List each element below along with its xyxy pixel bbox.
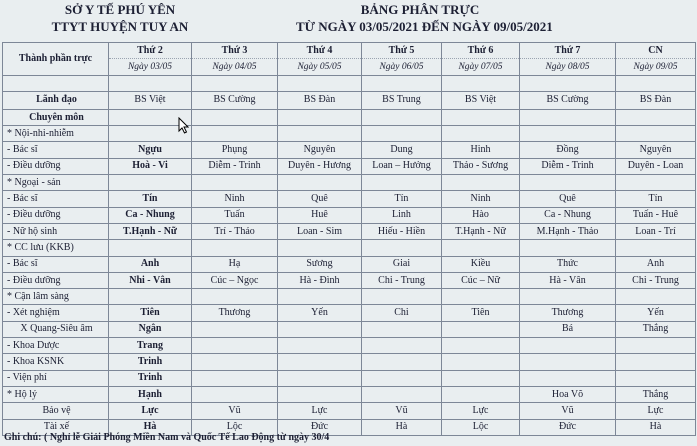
duty-cell — [278, 109, 362, 125]
duty-cell: Tín — [109, 191, 192, 207]
duty-cell: Hiếu - Hiền — [362, 223, 442, 239]
duty-cell: Duyên - Hương — [278, 158, 362, 174]
duty-cell: Hạ — [192, 256, 278, 272]
row-label: * Hộ lý — [3, 386, 109, 402]
schedule-row — [3, 126, 696, 142]
duty-cell: Nhi - Vân — [109, 272, 192, 288]
org-name-line2: TTYT HUYỆN TUY AN — [51, 19, 189, 34]
duty-cell: Thảo - Sương — [442, 158, 520, 174]
duty-cell — [362, 240, 442, 256]
duty-cell — [278, 175, 362, 191]
duty-cell — [442, 75, 520, 91]
row-label: Tài xế — [3, 419, 109, 435]
duty-cell — [520, 370, 616, 386]
mouse-pointer-icon — [178, 117, 189, 139]
duty-cell — [192, 175, 278, 191]
duty-cell — [362, 386, 442, 402]
row-label: X Quang-Siêu âm — [3, 321, 109, 337]
row-label: * Cận lâm sàng — [3, 289, 109, 305]
duty-cell: Huê — [278, 207, 362, 223]
duty-cell: Diễm - Trinh — [192, 158, 278, 174]
duty-cell — [278, 370, 362, 386]
document-title: BẢNG PHÂN TRỰC — [360, 2, 480, 17]
duty-cell: Lộc — [442, 419, 520, 435]
date-header: Ngày 09/05 — [616, 59, 696, 75]
duty-cell: Thắng — [616, 386, 696, 402]
duty-cell — [192, 321, 278, 337]
duty-cell: Tín — [362, 191, 442, 207]
duty-cell: Duyên - Loan — [616, 158, 696, 174]
duty-cell: Hạnh — [109, 386, 192, 402]
duty-cell — [442, 289, 520, 305]
duty-cell — [362, 338, 442, 354]
duty-cell — [192, 354, 278, 370]
duty-cell — [616, 126, 696, 142]
row-label: - Bác sĩ — [3, 256, 109, 272]
duty-cell — [278, 75, 362, 91]
duty-cell — [442, 240, 520, 256]
schedule-row — [3, 109, 696, 125]
duty-cell: Loan - Sim — [278, 223, 362, 239]
duty-cell: BS Đàn — [278, 91, 362, 109]
schedule-row — [3, 289, 696, 305]
duty-cell — [616, 109, 696, 125]
duty-cell: BS Việt — [109, 91, 192, 109]
schedule-row — [3, 403, 696, 419]
duty-cell — [192, 75, 278, 91]
day-header: CN — [616, 43, 696, 59]
duty-cell: Loan – Hưởng — [362, 158, 442, 174]
duty-cell: Ngựu — [109, 142, 192, 158]
duty-cell: Đồng — [520, 142, 616, 158]
duty-cell — [442, 338, 520, 354]
duty-cell — [442, 321, 520, 337]
day-header: Thứ 2 — [109, 43, 192, 59]
duty-cell: Dung — [362, 142, 442, 158]
schedule-row — [3, 305, 696, 321]
duty-cell: Tiên — [109, 305, 192, 321]
duty-cell: BS Đàn — [616, 91, 696, 109]
row-label — [3, 75, 109, 91]
duty-cell: Trí - Thảo — [192, 223, 278, 239]
duty-cell — [520, 175, 616, 191]
schedule-row — [3, 158, 696, 174]
footnote: Ghi chú: ( Nghỉ lễ Giải Phóng Miền Nam và Quốc Tế Lao Động từ ngày 30/4 — [4, 432, 330, 443]
duty-cell: Diễm - Trinh — [520, 158, 616, 174]
duty-cell: Chi - Trung — [616, 272, 696, 288]
duty-cell: BS Trung — [362, 91, 442, 109]
document-header — [0, 0, 697, 40]
day-header: Thứ 3 — [192, 43, 278, 59]
duty-cell: Vũ — [192, 403, 278, 419]
duty-cell — [520, 109, 616, 125]
date-header: Ngày 08/05 — [520, 59, 616, 75]
duty-cell — [616, 75, 696, 91]
row-label: * CC lưu (KKB) — [3, 240, 109, 256]
duty-cell — [278, 354, 362, 370]
duty-cell — [192, 289, 278, 305]
duty-cell: Trinh — [109, 370, 192, 386]
duty-cell: Quê — [520, 191, 616, 207]
duty-schedule-table — [2, 42, 696, 436]
schedule-row — [3, 175, 696, 191]
day-header: Thứ 5 — [362, 43, 442, 59]
duty-cell — [278, 289, 362, 305]
duty-cell: Trinh — [109, 354, 192, 370]
duty-cell: Tiên — [442, 305, 520, 321]
row-label: - Khoa KSNK — [3, 354, 109, 370]
duty-cell — [362, 289, 442, 305]
duty-cell: Loan - Trí — [616, 223, 696, 239]
duty-cell — [442, 370, 520, 386]
date-header: Ngày 04/05 — [192, 59, 278, 75]
duty-cell — [616, 338, 696, 354]
row-label: - Khoa Dược — [3, 338, 109, 354]
duty-cell: Sương — [278, 256, 362, 272]
schedule-row — [3, 338, 696, 354]
duty-cell: Ca - Nhung — [109, 207, 192, 223]
duty-cell: Hà — [616, 419, 696, 435]
duty-cell — [520, 240, 616, 256]
date-header: Ngày 03/05 — [109, 59, 192, 75]
duty-cell — [362, 321, 442, 337]
schedule-row — [3, 223, 696, 239]
duty-cell — [192, 386, 278, 402]
duty-cell: Lực — [616, 403, 696, 419]
duty-cell — [616, 240, 696, 256]
schedule-row — [3, 240, 696, 256]
row-label: - Bác sĩ — [3, 191, 109, 207]
duty-cell: Tuấn - Huê — [616, 207, 696, 223]
duty-cell — [520, 354, 616, 370]
duty-cell: Hoa Võ — [520, 386, 616, 402]
row-label: Lãnh đạo — [3, 91, 109, 109]
duty-cell — [192, 240, 278, 256]
duty-cell — [192, 370, 278, 386]
org-name-line1: SỞ Y TẾ PHÚ YÊN — [64, 2, 176, 17]
duty-cell — [278, 240, 362, 256]
duty-cell: Thức — [520, 256, 616, 272]
duty-cell: Ca - Nhung — [520, 207, 616, 223]
duty-cell: Thương — [192, 305, 278, 321]
duty-cell: Nguyên — [616, 142, 696, 158]
duty-cell — [109, 240, 192, 256]
document-date-range: TỪ NGÀY 03/05/2021 ĐẾN NGÀY 09/05/2021 — [296, 19, 553, 34]
duty-cell: T.Hạnh - Nữ — [442, 223, 520, 239]
schedule-row — [3, 321, 696, 337]
schedule-row — [3, 75, 696, 91]
duty-cell — [442, 354, 520, 370]
schedule-row — [3, 142, 696, 158]
duty-cell: Chi — [362, 305, 442, 321]
duty-cell: Đức — [520, 419, 616, 435]
duty-cell — [362, 75, 442, 91]
duty-cell: Lực — [442, 403, 520, 419]
duty-cell: Kiều — [442, 256, 520, 272]
duty-cell: Yến — [616, 305, 696, 321]
duty-cell: Lực — [109, 403, 192, 419]
schedule-row — [3, 91, 696, 109]
duty-cell: Lộc — [192, 419, 278, 435]
duty-cell — [520, 289, 616, 305]
duty-cell: Giai — [362, 256, 442, 272]
duty-cell: Ninh — [192, 191, 278, 207]
duty-cell: Đức — [278, 419, 362, 435]
duty-cell — [362, 175, 442, 191]
duty-cell — [278, 386, 362, 402]
row-label: - Điều dưỡng — [3, 207, 109, 223]
day-header: Thứ 4 — [278, 43, 362, 59]
row-label: - Viện phí — [3, 370, 109, 386]
row-label: - Điều dưỡng — [3, 272, 109, 288]
duty-cell: Ngân — [109, 321, 192, 337]
duty-cell: Cúc – Nữ — [442, 272, 520, 288]
duty-cell: Trang — [109, 338, 192, 354]
duty-cell: BS Cường — [192, 91, 278, 109]
duty-cell — [109, 175, 192, 191]
duty-cell — [278, 126, 362, 142]
duty-cell: Hà — [109, 419, 192, 435]
duty-cell — [616, 354, 696, 370]
duty-cell — [616, 175, 696, 191]
duty-cell: Chi - Trung — [362, 272, 442, 288]
duty-cell: Hào — [442, 207, 520, 223]
duty-cell — [109, 289, 192, 305]
duty-cell: Anh — [616, 256, 696, 272]
duty-cell — [192, 126, 278, 142]
row-label: - Xét nghiệm — [3, 305, 109, 321]
date-header: Ngày 07/05 — [442, 59, 520, 75]
date-header: Ngày 06/05 — [362, 59, 442, 75]
duty-cell: Linh — [362, 207, 442, 223]
schedule-row — [3, 386, 696, 402]
duty-cell: Anh — [109, 256, 192, 272]
duty-cell — [616, 370, 696, 386]
duty-cell: M.Hạnh - Thảo — [520, 223, 616, 239]
duty-cell: Ninh — [442, 191, 520, 207]
duty-cell — [362, 354, 442, 370]
duty-cell: T.Hạnh - Nữ — [109, 223, 192, 239]
duty-cell: Tuấn — [192, 207, 278, 223]
duty-cell: Yến — [278, 305, 362, 321]
duty-cell: Thắng — [616, 321, 696, 337]
duty-cell: Vũ — [520, 403, 616, 419]
duty-cell: Hinh — [442, 142, 520, 158]
schedule-row — [3, 370, 696, 386]
duty-cell — [362, 126, 442, 142]
day-header: Thứ 7 — [520, 43, 616, 59]
duty-cell: Bá — [520, 321, 616, 337]
date-header: Ngày 05/05 — [278, 59, 362, 75]
duty-cell — [278, 321, 362, 337]
schedule-body — [3, 75, 696, 435]
row-label: - Điều dưỡng — [3, 158, 109, 174]
duty-cell — [109, 75, 192, 91]
duty-cell: Phụng — [192, 142, 278, 158]
schedule-row — [3, 354, 696, 370]
duty-cell: Nguyên — [278, 142, 362, 158]
row-label: * Nội-nhi-nhiễm — [3, 126, 109, 142]
duty-cell: Vũ — [362, 403, 442, 419]
schedule-row — [3, 256, 696, 272]
duty-cell — [520, 126, 616, 142]
duty-cell: Quê — [278, 191, 362, 207]
duty-cell: BS Việt — [442, 91, 520, 109]
duty-cell — [192, 338, 278, 354]
duty-cell — [362, 109, 442, 125]
duty-cell: Lực — [278, 403, 362, 419]
duty-cell: Thương — [520, 305, 616, 321]
duty-cell: BS Cường — [520, 91, 616, 109]
duty-cell — [442, 126, 520, 142]
row-label: - Bác sĩ — [3, 142, 109, 158]
row-label: Chuyên môn — [3, 109, 109, 125]
duty-cell — [362, 370, 442, 386]
corner-header: Thành phần trực — [3, 43, 109, 76]
duty-cell — [278, 338, 362, 354]
schedule-row — [3, 272, 696, 288]
duty-cell: Cúc – Ngọc — [192, 272, 278, 288]
duty-cell: Tín — [616, 191, 696, 207]
duty-cell: Hoà - Vi — [109, 158, 192, 174]
schedule-row — [3, 207, 696, 223]
duty-cell — [442, 386, 520, 402]
row-label: * Ngoại - sản — [3, 175, 109, 191]
duty-cell: Hà — [362, 419, 442, 435]
duty-cell — [442, 109, 520, 125]
duty-cell: Hà - Vân — [520, 272, 616, 288]
day-header: Thứ 6 — [442, 43, 520, 59]
row-label: - Nữ hộ sinh — [3, 223, 109, 239]
duty-cell — [520, 338, 616, 354]
row-label: Bảo vệ — [3, 403, 109, 419]
duty-cell — [192, 109, 278, 125]
duty-cell — [616, 289, 696, 305]
duty-cell — [442, 175, 520, 191]
duty-cell — [520, 75, 616, 91]
schedule-row — [3, 191, 696, 207]
duty-cell: Hà - Đình — [278, 272, 362, 288]
